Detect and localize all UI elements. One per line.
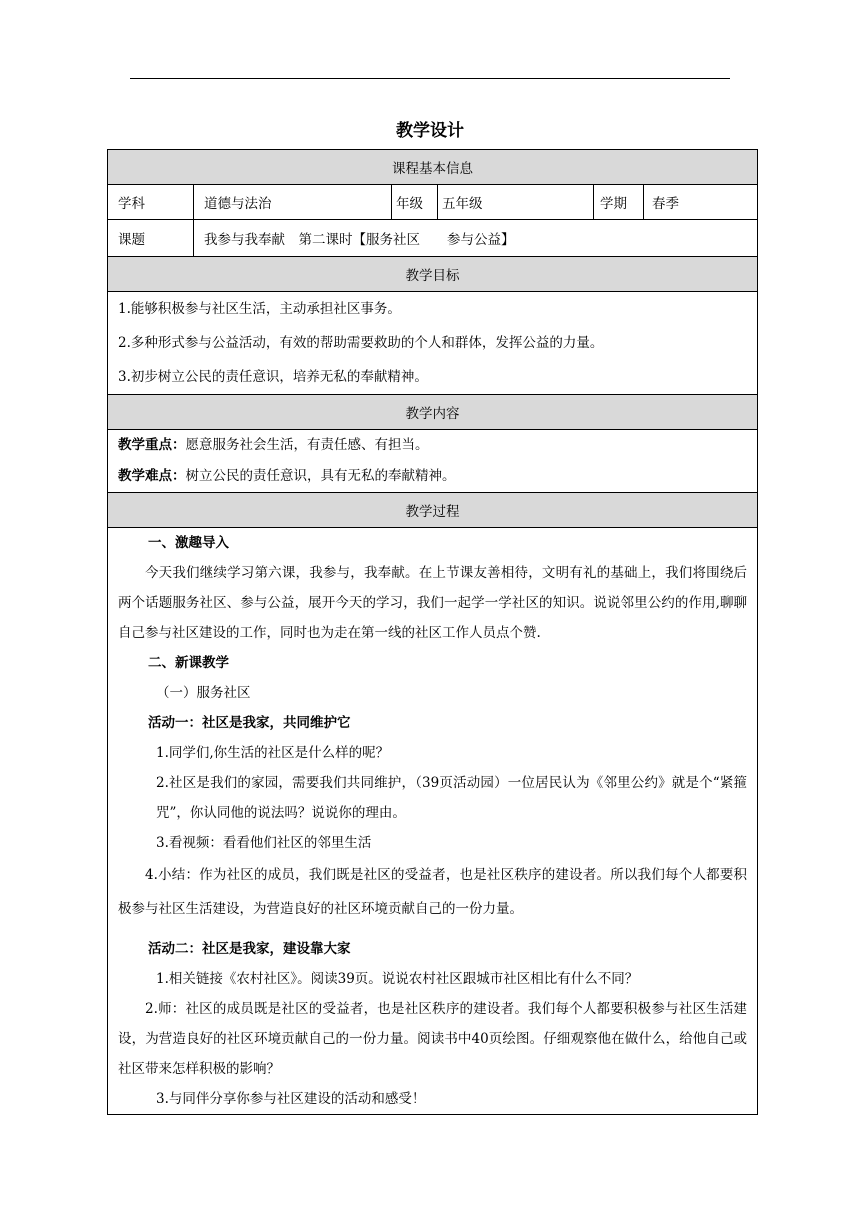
subsection-title: （一）服务社区	[156, 685, 251, 701]
header-rule	[130, 78, 730, 79]
key-point-label: 教学重点：	[118, 437, 186, 453]
grade-label: 年级	[392, 185, 438, 220]
lesson-plan-table	[107, 149, 758, 1115]
process-header: 教学过程	[108, 493, 758, 528]
section-title: 二、新课教学	[148, 655, 229, 671]
goal-item: 1.能够积极参与社区生活，主动承担社区事务。	[118, 301, 401, 317]
activity-item: 2.师：社区的成员既是社区的受益者，也是社区秩序的建设者。我们每个人都要积极参与社区生活建设，为营造良好的社区环境贡献自己的一份力量。阅读书中40页绘图。仔细观察他在做什么，给他自己或社区带来怎样积极的影响？	[118, 1001, 748, 1077]
document-title: 教学设计	[396, 121, 464, 141]
activity-title: 活动二：社区是我家，建设靠大家	[148, 941, 351, 957]
topic-value: 我参与我奉献 第二课时【服务社区 参与公益】	[194, 220, 758, 257]
grade-value: 五年级	[438, 185, 594, 220]
activity-item: 2.社区是我们的家园，需要我们共同维护，（39页活动园）一位居民认为《邻里公约》就是个“紧箍咒”，你认同他的说法吗？说说你的理由。	[156, 775, 748, 821]
subject-value: 道德与法治	[194, 185, 392, 220]
activity-item: 3.看视频：看看他们社区的邻里生活	[156, 835, 372, 851]
process-cell	[108, 528, 758, 1115]
activity-item: 1.同学们,你生活的社区是什么样的呢？	[156, 745, 390, 761]
term-label: 学期	[594, 185, 644, 220]
key-point-text: 愿意服务社会生活，有责任感、有担当。	[185, 437, 429, 453]
difficult-point-text: 树立公民的责任意识，具有无私的奉献精神。	[185, 468, 456, 484]
activity-item: 1.相关链接《农村社区》。阅读39页。说说农村社区跟城市社区相比有什么不同？	[156, 971, 639, 987]
term-value: 春季	[644, 185, 758, 220]
activity-title: 活动一：社区是我家，共同维护它	[148, 715, 351, 731]
difficult-point-label: 教学难点：	[118, 468, 186, 484]
difficult-point	[118, 461, 747, 492]
section-title: 一、激趣导入	[148, 535, 229, 551]
activity-item: 3.与同伴分享你参与社区建设的活动和感受！	[156, 1091, 426, 1107]
basic-info-header: 课程基本信息	[108, 150, 758, 185]
key-point	[118, 430, 747, 461]
activity-item: 4.小结：作为社区的成员，我们既是社区的受益者，也是社区秩序的建设者。所以我们每个人都要积极参与社区生活建设，为营造良好的社区环境贡献自己的一份力量。	[118, 867, 748, 917]
goals-header: 教学目标	[108, 257, 758, 292]
content-header: 教学内容	[108, 395, 758, 430]
goal-item: 3.初步树立公民的责任意识，培养无私的奉献精神。	[118, 369, 428, 385]
section-paragraph: 今天我们继续学习第六课，我参与，我奉献。在上节课友善相待，文明有礼的基础上，我们将围绕后两个话题服务社区、参与公益，展开今天的学习，我们一起学一学社区的知识。说说邻里公约的作用,聊聊自己参与社区建设的工作，同时也为走在第一线的社区工作人员点个赞.	[118, 565, 748, 641]
subject-label: 学科	[108, 185, 194, 220]
topic-label: 课题	[108, 220, 194, 257]
content-cell	[108, 430, 758, 493]
goal-item: 2.多种形式参与公益活动，有效的帮助需要救助的个人和群体，发挥公益的力量。	[118, 335, 604, 351]
goals-cell	[108, 292, 758, 395]
